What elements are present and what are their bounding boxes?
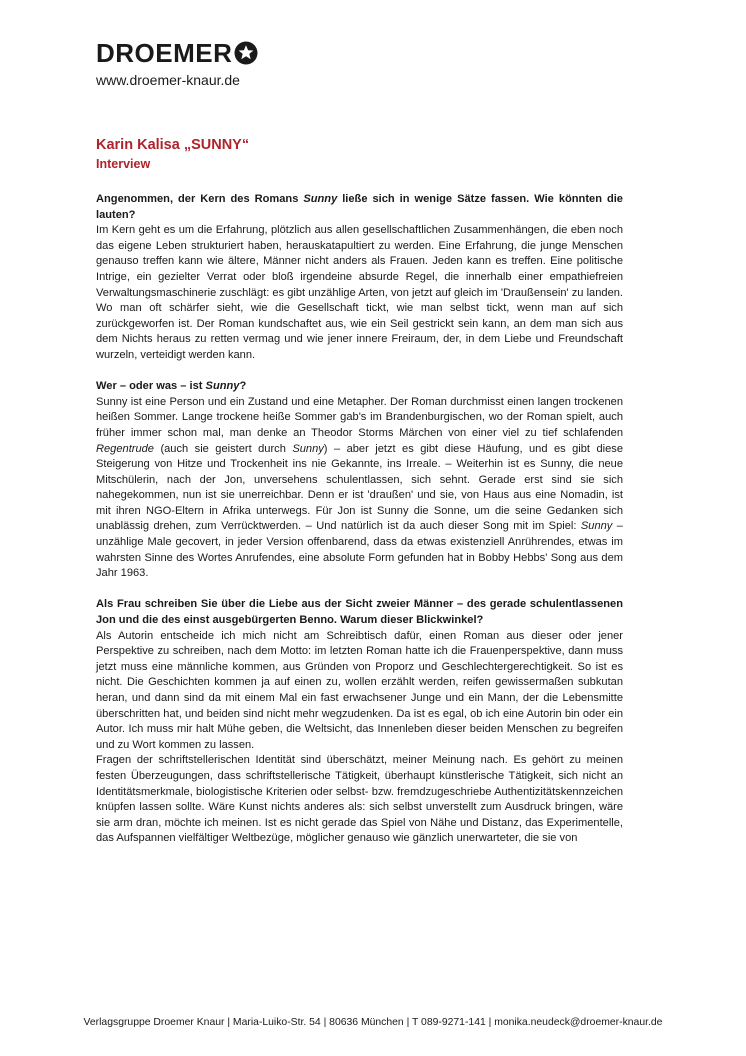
italic-title-text: Sunny <box>292 442 324 455</box>
section-spacer <box>96 582 623 598</box>
interview-question <box>96 597 623 628</box>
publisher-logo <box>96 38 258 68</box>
italic-title-text: Regentrude <box>96 442 154 455</box>
text-run: Wer – oder was – ist <box>96 380 206 393</box>
text-run: Als Frau schreiben Sie über die Liebe aus der Sicht zweier Männer – des gerade schulentlassenen Jon und die des einst ausgebürgerten Benno. Warum dieser Blickwinkel? <box>96 598 623 627</box>
interview-question <box>96 192 623 223</box>
interview-answer <box>96 753 623 847</box>
footer-contact: Verlagsgruppe Droemer Knaur | Maria-Luiko-Str. 54 | 80636 München | T 089-9271-141 | monika.neudeck@droemer-knaur.de <box>83 1017 663 1028</box>
text-run: Im Kern geht es um die Erfahrung, plötzlich aus allen gesellschaftlichen Zusammenhängen, die eben noch das eigene Leben strukturiert haben, herauskatapultiert zu werden. Eine Erfahrung, die junge Menschen genauso treffen kann wie ältere, Männer nicht anders als Frauen. Jeden kann es treffen. Eine politische Intrige, ein gezielter Verrat oder bloß irgendeine absurde Regel, die innerhalb einer empathiefreien Verwaltungsmaschinerie zuschlägt: es gibt unzählige Arten, von jetzt auf gleich im 'Draußensein' zu landen. Wo man oft schärfer sieht, wie die Gesellschaft tickt, wie man selbst tickt, wenn man auf sich zurückgeworfen ist. Der Roman kundschaftet aus, wie ein Seil gestrickt sein kann, an dem man sich aus dem Nichts heraus zu retten vermag und wie jener innere Freiraum, der, in dem Liebe und Freundschaft wurzeln, verteidigt werden kann. <box>96 224 623 361</box>
interview-answer <box>96 223 623 363</box>
section-spacer <box>96 364 623 380</box>
interview-answer <box>96 395 623 582</box>
text-run: Als Autorin entscheide ich mich nicht am Schreibtisch dafür, einen Roman aus dieser oder jener Perspektive zu schreiben, nach dem Motto: im letzten Roman hatte ich die Frauenperspektive, dann muss jetzt muss eine männliche kommen, aus Gründen von Proporz und Geschlechtergerechtigkeit. So ist es nicht. Die Geschichten kommen ja auf einen zu, wollen erzählt werden, reifen gewissermaßen subkutan heran, und dann sind da mit einem Mal ein fast erwachsener Junge und ein Mann, der die Lebensmitte überschritten hat, und beiden sind nicht mehr wegzudenken. Da ist es egal, ob ich eine Autorin bin oder ein Autor. Ich muss mir halt Mühe geben, die Weltsicht, das Innenleben dieser beiden Menschen zu begreifen und zu Wort kommen zu lassen. <box>96 629 623 751</box>
document-subtitle: Interview <box>96 157 151 171</box>
text-run: ? <box>239 380 247 393</box>
text-run: ) – aber jetzt es gibt diese Häufung, und es gibt diese Steigerung von Hitze und Trockenheit ins nie Gekannte, ins Irreale. – Weiterhin ist es Sunny, die neue Mitschülerin, nach der Jon, unversehens schulentlassen, sich sehnt. Gerade erst sind sie sich nahegekommen, nun ist sie unerreichbar. Denn er ist 'draußen' und sie, von Haus aus eine Nomadin, ist mit ihren NGO-Eltern in Afrika unterwegs. Für Jon ist Sunny die Sonne, um die seine Gedanken sich unablässig drehen, zum Verrücktwerden. – Und natürlich ist da auch dieser Song mit im Spiel: <box>96 442 623 533</box>
interview-question <box>96 379 623 395</box>
italic-title-text: Sunny <box>303 193 338 205</box>
document-title: Karin Kalisa „SUNNY“ <box>96 137 250 153</box>
italic-title-text: Sunny <box>580 520 613 533</box>
italic-title-text: Sunny <box>205 380 240 393</box>
website-url[interactable]: www.droemer-knaur.de <box>96 72 240 88</box>
text-run: Fragen der schriftstellerischen Identität sind überschätzt, meiner Meinung nach. Es gehört zu meinen festen Überzeugungen, dass schriftstellerische Tätigkeit, überhaupt künstlerische Tätigkeit, sich nicht an Identitätsmerkmale, biologistische Kriterien oder selbst- bzw. fremdzugeschriebe Authentizitätskennzeichen knüpfen lassen sollte. Wäre Kunst nichts anderes als: sich selbst unverstellt zum Ausdruck bringen, wäre sie arm dran, möchte ich meinen. Ist es nicht gerade das Spiel von Nähe und Distanz, das Experimentelle, das Aufspannen vielfältiger Weltbezüge, möglicher genauso wie gänzlich unerwarteter, die sie von <box>96 754 623 845</box>
text-run: Sunny ist eine Person und ein Zustand und eine Metapher. Der Roman durchmisst einen langen trockenen heißen Sommer. Lange trockene heiße Sommer gab's im Brandenburgischen, wo der Roman spielt, auch früher immer schon mal, man denke an Theodor Storms Märchen von einer viel zu tief schlafenden <box>96 395 623 439</box>
text-run: Angenommen, der Kern des Romans <box>96 193 304 205</box>
text-run: – unzählige Male gecovert, in jeder Version offenbarend, dass da etwas existenziell Anrührendes, etwas im wahrsten Sinne des Wortes Anrufendes, eine absolute Form gefunden hat in Bobby Hebbs' Song aus dem Jahr 1963. <box>96 520 623 580</box>
text-run: ließe sich in wenige Sätze fassen. Wie könnten die lauten? <box>96 193 623 221</box>
text-run: (auch sie geistert durch <box>153 442 293 455</box>
interview-body <box>96 192 623 847</box>
logo-wordmark: DROEMER <box>96 38 233 68</box>
interview-answer <box>96 629 623 754</box>
star-icon <box>234 41 258 65</box>
